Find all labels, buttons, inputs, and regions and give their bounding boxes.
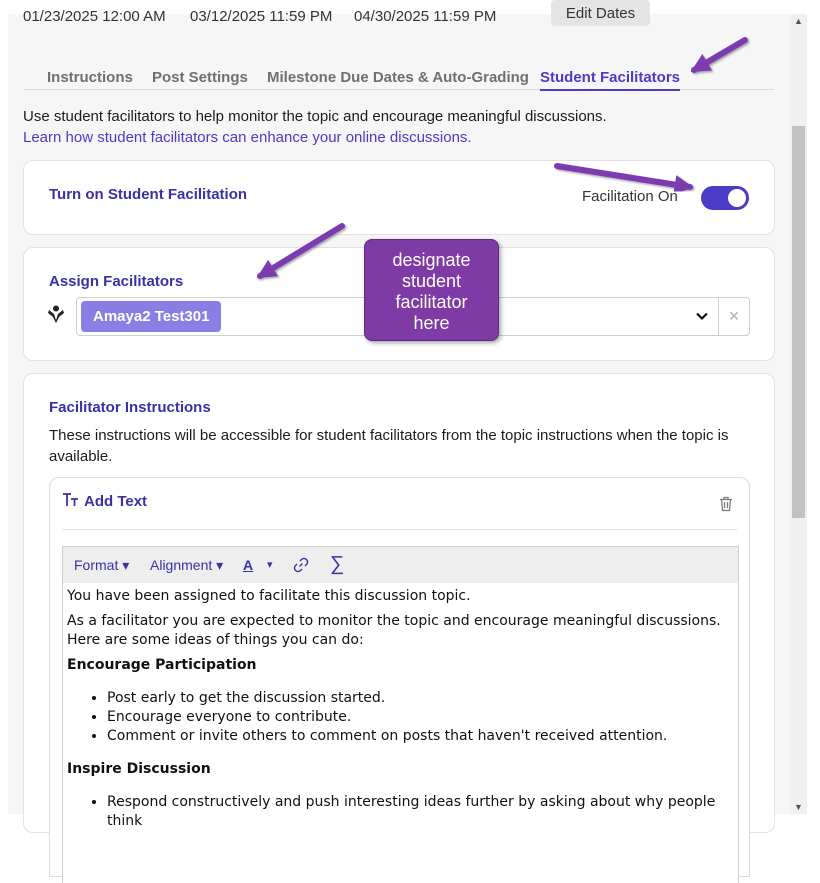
instructions-description: These instructions will be accessible for student facilitators from the topic instructions when the topic is available. <box>49 427 729 465</box>
facilitation-toggle[interactable] <box>701 186 749 210</box>
alignment-label: Alignment <box>150 557 213 573</box>
add-text-label: Add Text <box>84 493 148 510</box>
list-item: • Comment or invite others to comment on posts that haven't received attention. <box>107 727 734 746</box>
callout-line: here <box>413 313 450 333</box>
assign-heading: Assign Facilitators <box>49 273 184 290</box>
scroll-thumb[interactable] <box>792 126 805 518</box>
settings-tabs <box>24 62 774 90</box>
instructions-heading: Facilitator Instructions <box>49 399 211 416</box>
list-item: • Post early to get the discussion started. <box>107 689 734 708</box>
inspire-list <box>107 793 734 831</box>
format-dropdown[interactable]: Format ▾ <box>74 557 130 573</box>
tab-student-facilitators[interactable]: Student Facilitators <box>540 69 681 86</box>
editor-toolbar <box>62 546 739 584</box>
equation-button[interactable]: ∑ <box>330 553 345 575</box>
editor-divider <box>62 529 737 530</box>
text-size-icon <box>62 492 80 508</box>
tab-instructions[interactable]: Instructions <box>47 69 133 86</box>
start-date: 01/23/2025 12:00 AM <box>23 8 166 25</box>
link-icon[interactable] <box>292 556 310 574</box>
trash-icon[interactable] <box>719 496 733 512</box>
facilitation-heading: Turn on Student Facilitation <box>49 186 248 203</box>
callout-line: designate <box>392 250 471 270</box>
due-date: 03/12/2025 11:59 PM <box>190 8 333 25</box>
callout-line: student <box>401 271 462 291</box>
editor-heading-encourage: Encourage Participation <box>67 657 257 673</box>
editor-paragraph-2: As a facilitator you are expected to monitor the topic and encourage meaningful discussions. Here are some ideas of things you can do: <box>67 613 721 648</box>
toggle-knob <box>728 189 746 207</box>
text-block-editor <box>49 477 750 877</box>
format-label: Format <box>74 557 119 573</box>
facilitation-toggle-card <box>23 160 775 235</box>
annotation-callout <box>364 239 499 341</box>
text-color-dropdown-icon[interactable]: ▾ <box>267 559 273 571</box>
add-text-button[interactable] <box>62 492 147 510</box>
rich-text-editor[interactable] <box>62 583 739 883</box>
list-item: • Respond constructively and push interesting ideas further by asking about why people think <box>107 793 734 831</box>
editor-paragraph-1: You have been assigned to facilitate this discussion topic. <box>67 588 471 604</box>
main-content <box>8 5 790 829</box>
callout-line: facilitator <box>395 292 468 312</box>
scroll-up-arrow-icon[interactable]: ▲ <box>794 16 803 26</box>
alignment-dropdown[interactable]: Alignment ▾ <box>150 557 224 573</box>
clear-selection-button[interactable]: × <box>719 297 750 336</box>
facilitator-icon <box>46 304 66 324</box>
tab-milestone-due-dates[interactable]: Milestone Due Dates & Auto-Grading <box>267 69 529 86</box>
selected-facilitator-chip[interactable]: Amaya2 Test301 <box>81 301 221 332</box>
intro-description: Use student facilitators to help monitor the topic and encourage meaningful discussions. <box>23 108 607 125</box>
tab-post-settings[interactable]: Post Settings <box>152 69 248 86</box>
chevron-down-icon[interactable] <box>694 308 710 324</box>
encourage-list <box>107 689 734 746</box>
edit-dates-button[interactable]: Edit Dates <box>551 0 650 26</box>
list-item: • Encourage everyone to contribute. <box>107 708 734 727</box>
editor-heading-inspire: Inspire Discussion <box>67 761 211 777</box>
end-date: 04/30/2025 11:59 PM <box>354 8 497 25</box>
text-color-button[interactable]: A <box>243 557 254 573</box>
facilitator-instructions-card <box>23 373 775 833</box>
toggle-label: Facilitation On <box>582 188 678 205</box>
learn-more-link[interactable]: Learn how student facilitators can enhance your online discussions. <box>23 129 472 146</box>
scroll-down-arrow-icon[interactable]: ▼ <box>794 802 803 812</box>
scrollbar[interactable] <box>790 14 807 814</box>
